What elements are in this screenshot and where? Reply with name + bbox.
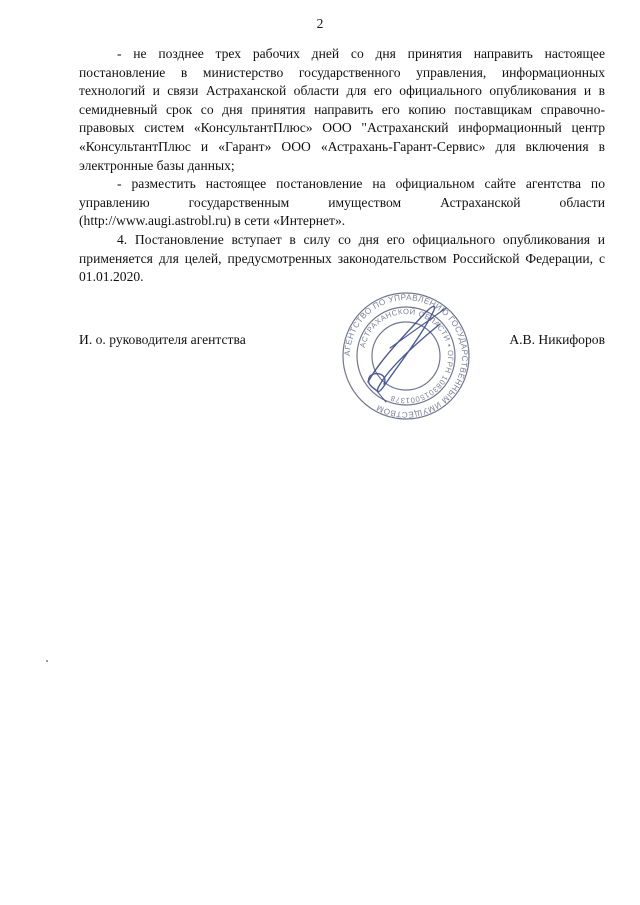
page-number: 2	[316, 16, 324, 31]
document-body	[79, 45, 605, 287]
scan-artifact-dot	[46, 660, 48, 662]
paragraph-publication: - не позднее трех рабочих дней со дня принятия направить настоящее постановление в министерство государственного управления, информационных технологий и связи Астраханской области для его официального опубликования и в семидневный срок со дня принятия направить его копию поставщикам справочно-правовых систем «КонсультантПлюс» ООО "Астраханский информационный центр «КонсультантПлюс и «Гарант» ООО «Астрахань-Гарант-Сервис» для включения в электронные базы данных;	[79, 46, 605, 173]
paragraph-website: - разместить настоящее постановление на официальном сайте агентства по управлению государственным имуществом Астраханской области (http://www.augi.astrobl.ru) в сети «Интернет».	[79, 176, 605, 229]
official-seal-stamp	[340, 290, 472, 422]
seal-inner-text: АСТРАХАНСКОЙ ОБЛАСТИ • ОГРН 1083015001378	[357, 306, 456, 406]
signer-name: А.В. Никифоров	[509, 332, 605, 347]
seal-outer-text: АГЕНТСТВО ПО УПРАВЛЕНИЮ ГОСУДАРСТВЕННЫМ ИМУЩЕСТВОМ	[342, 292, 470, 420]
paragraph-effective-date: 4. Постановление вступает в силу со дня его официального опубликования и применяется для целей, предусмотренных законодательством Российской Федерации, с 01.01.2020.	[79, 231, 605, 285]
signer-position: И. о. руководителя агентства	[79, 332, 246, 347]
